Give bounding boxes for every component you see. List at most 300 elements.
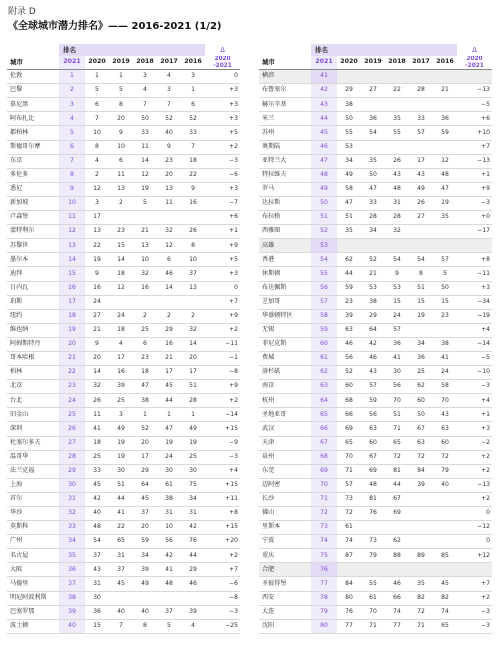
city-name: 都柏林 bbox=[7, 126, 59, 140]
rank-cell: 16 bbox=[157, 337, 181, 351]
rank-2021: 17 bbox=[59, 295, 85, 309]
rank-cell: 30 bbox=[181, 464, 205, 478]
rank-cell: 40 bbox=[109, 605, 133, 619]
rank-cell: 4 bbox=[109, 337, 133, 351]
rank-change: −11 bbox=[205, 337, 240, 351]
rank-change: −3 bbox=[205, 605, 240, 619]
rank-cell: 39 bbox=[133, 563, 157, 577]
rank-cell: 89 bbox=[409, 549, 433, 563]
city-name: 马德里 bbox=[7, 577, 59, 591]
rank-cell: 69 bbox=[385, 507, 409, 521]
rank-cell bbox=[433, 140, 457, 154]
table-row bbox=[7, 323, 240, 337]
rank-cell: 44 bbox=[385, 478, 409, 492]
table-row bbox=[259, 394, 492, 408]
rank-2021: 18 bbox=[59, 309, 85, 323]
table-row bbox=[259, 323, 492, 337]
table-row bbox=[7, 464, 240, 478]
city-name: 罗马 bbox=[259, 182, 311, 196]
rank-change: +3 bbox=[205, 112, 240, 126]
rank-cell: 27 bbox=[361, 84, 385, 98]
rank-2021: 11 bbox=[59, 211, 85, 225]
rank-change: +11 bbox=[205, 492, 240, 506]
city-name: 新加坡 bbox=[7, 196, 59, 210]
column-header-delta bbox=[205, 56, 240, 70]
rank-cell: 39 bbox=[109, 380, 133, 394]
header-spacer bbox=[7, 44, 59, 56]
rank-2021: 4 bbox=[59, 112, 85, 126]
rank-cell: 14 bbox=[157, 281, 181, 295]
rank-2021: 67 bbox=[311, 436, 337, 450]
table-row bbox=[259, 112, 492, 126]
city-name: 长沙 bbox=[259, 492, 311, 506]
city-name: 菲尼克斯 bbox=[259, 337, 311, 351]
rank-cell: 43 bbox=[85, 563, 109, 577]
rank-cell: 68 bbox=[337, 394, 361, 408]
table-row bbox=[7, 591, 240, 605]
rank-change: −13 bbox=[457, 478, 492, 492]
rank-cell: 25 bbox=[133, 323, 157, 337]
rank-cell: 41 bbox=[157, 563, 181, 577]
table-row bbox=[7, 295, 240, 309]
city-name: 宁波 bbox=[259, 535, 311, 549]
rank-cell: 34 bbox=[133, 549, 157, 563]
rank-cell: 10 bbox=[157, 521, 181, 535]
rank-cell: 8 bbox=[409, 267, 433, 281]
rank-cell: 16 bbox=[181, 196, 205, 210]
city-name: 上海 bbox=[7, 478, 59, 492]
rank-cell: 33 bbox=[85, 464, 109, 478]
rank-cell: 56 bbox=[157, 535, 181, 549]
rank-cell: 54 bbox=[361, 126, 385, 140]
rank-change: −3 bbox=[205, 154, 240, 168]
rank-cell: 53 bbox=[385, 281, 409, 295]
rank-change: +0 bbox=[457, 211, 492, 225]
rank-cell: 57 bbox=[337, 478, 361, 492]
rank-cell: 46 bbox=[337, 337, 361, 351]
rank-change: +2 bbox=[457, 450, 492, 464]
rank-cell: 72 bbox=[385, 450, 409, 464]
rank-2021: 75 bbox=[311, 549, 337, 563]
rank-cell bbox=[337, 563, 361, 577]
rank-cell: 74 bbox=[337, 535, 361, 549]
rank-cell: 42 bbox=[361, 337, 385, 351]
rank-cell: 2 bbox=[85, 168, 109, 182]
city-name: 名古屋 bbox=[7, 549, 59, 563]
rank-cell: 69 bbox=[337, 422, 361, 436]
table-row bbox=[7, 225, 240, 239]
rank-change: +7 bbox=[205, 563, 240, 577]
column-header-year: 2017 bbox=[409, 56, 433, 70]
rank-cell: 2 bbox=[181, 309, 205, 323]
rank-cell: 9 bbox=[181, 182, 205, 196]
rank-cell: 35 bbox=[385, 112, 409, 126]
rank-change: +1 bbox=[205, 225, 240, 239]
rank-cell: 56 bbox=[337, 351, 361, 365]
rank-cell: 60 bbox=[433, 436, 457, 450]
table-row bbox=[7, 126, 240, 140]
delta-header-line: 2020 bbox=[214, 56, 231, 63]
rank-cell: 10 bbox=[85, 126, 109, 140]
rank-2021: 24 bbox=[59, 394, 85, 408]
rank-cell: 58 bbox=[433, 380, 457, 394]
table-row bbox=[259, 351, 492, 365]
rank-change: +2 bbox=[457, 591, 492, 605]
table-row bbox=[259, 182, 492, 196]
rank-cell: 60 bbox=[361, 436, 385, 450]
rank-cell: 37 bbox=[181, 267, 205, 281]
table-row bbox=[259, 577, 492, 591]
rank-change: −9 bbox=[205, 436, 240, 450]
table-row bbox=[7, 605, 240, 619]
rank-change: +7 bbox=[457, 577, 492, 591]
rank-cell bbox=[361, 239, 385, 253]
rank-cell: 24 bbox=[157, 450, 181, 464]
rank-2021: 46 bbox=[311, 140, 337, 154]
rank-cell: 7 bbox=[85, 112, 109, 126]
rank-change: +2 bbox=[457, 492, 492, 506]
rank-cell: 41 bbox=[385, 351, 409, 365]
rank-2021: 13 bbox=[59, 239, 85, 253]
rank-cell: 4 bbox=[181, 619, 205, 633]
rank-2021: 71 bbox=[311, 492, 337, 506]
rank-cell: 72 bbox=[337, 507, 361, 521]
rank-change: +2 bbox=[205, 140, 240, 154]
column-header-row bbox=[7, 56, 240, 70]
rank-cell: 87 bbox=[337, 549, 361, 563]
rank-cell bbox=[337, 239, 361, 253]
rank-cell: 36 bbox=[85, 605, 109, 619]
city-name: 墨尔本 bbox=[7, 253, 59, 267]
rank-cell: 79 bbox=[433, 464, 457, 478]
rank-change: −8 bbox=[205, 591, 240, 605]
rank-cell: 8 bbox=[85, 140, 109, 154]
rank-cell: 9 bbox=[85, 267, 109, 281]
rank-cell: 48 bbox=[85, 521, 109, 535]
rank-change: +3 bbox=[205, 182, 240, 196]
rank-cell bbox=[409, 239, 433, 253]
rank-cell: 7 bbox=[133, 98, 157, 112]
rank-cell: 25 bbox=[85, 450, 109, 464]
city-name: 卢森堡 bbox=[7, 211, 59, 225]
rank-cell: 71 bbox=[385, 422, 409, 436]
rank-cell bbox=[181, 295, 205, 309]
city-name: 圣彼得堡 bbox=[259, 577, 311, 591]
rank-cell: 51 bbox=[181, 380, 205, 394]
city-name: 旧金山 bbox=[7, 408, 59, 422]
table-row bbox=[259, 267, 492, 281]
table-row bbox=[259, 436, 492, 450]
table-row bbox=[7, 535, 240, 549]
rank-change: −10 bbox=[457, 366, 492, 380]
rank-cell bbox=[361, 521, 385, 535]
rank-change: −14 bbox=[205, 408, 240, 422]
rank-2021: 69 bbox=[311, 464, 337, 478]
rank-cell bbox=[361, 140, 385, 154]
table-row bbox=[7, 281, 240, 295]
rank-cell: 28 bbox=[409, 84, 433, 98]
rank-group-header bbox=[7, 44, 240, 56]
rank-cell: 22 bbox=[181, 168, 205, 182]
rank-cell: 1 bbox=[181, 408, 205, 422]
rank-cell: 38 bbox=[361, 295, 385, 309]
table-row bbox=[259, 225, 492, 239]
rank-cell: 4 bbox=[157, 70, 181, 84]
rank-cell: 57 bbox=[361, 380, 385, 394]
city-name: 休斯顿 bbox=[259, 267, 311, 281]
rank-cell: 33 bbox=[361, 196, 385, 210]
rank-2021: 9 bbox=[59, 182, 85, 196]
rank-cell: 33 bbox=[133, 126, 157, 140]
table-row bbox=[7, 549, 240, 563]
rank-change: 0 bbox=[205, 70, 240, 84]
rank-cell bbox=[433, 225, 457, 239]
rank-cell: 70 bbox=[385, 394, 409, 408]
rank-cell: 26 bbox=[409, 196, 433, 210]
rank-cell: 32 bbox=[181, 323, 205, 337]
city-name: 高雄 bbox=[259, 239, 311, 253]
rank-cell: 9 bbox=[85, 337, 109, 351]
rank-cell: 3 bbox=[181, 70, 205, 84]
table-row bbox=[7, 112, 240, 126]
rank-cell: 82 bbox=[409, 591, 433, 605]
rank-2021: 50 bbox=[311, 196, 337, 210]
rank-cell: 17 bbox=[133, 450, 157, 464]
rank-cell: 8 bbox=[109, 98, 133, 112]
rank-cell bbox=[337, 70, 361, 84]
page-title: 《全球城市潜力排名》—— 2016-2021 (1/2) bbox=[8, 21, 222, 32]
rank-2021: 57 bbox=[311, 295, 337, 309]
ranking-table-left bbox=[7, 44, 240, 634]
rank-cell bbox=[361, 98, 385, 112]
rank-2021: 65 bbox=[311, 408, 337, 422]
rank-change: −25 bbox=[205, 619, 240, 633]
rank-cell bbox=[409, 140, 433, 154]
table-row bbox=[259, 507, 492, 521]
rank-cell: 46 bbox=[157, 267, 181, 281]
rank-2021: 37 bbox=[59, 577, 85, 591]
rank-cell: 19 bbox=[181, 436, 205, 450]
rank-cell: 35 bbox=[433, 211, 457, 225]
rank-cell: 34 bbox=[337, 154, 361, 168]
rank-cell: 31 bbox=[385, 196, 409, 210]
table-row bbox=[7, 84, 240, 98]
rank-cell bbox=[433, 239, 457, 253]
rank-2021: 29 bbox=[59, 464, 85, 478]
rank-cell: 85 bbox=[433, 549, 457, 563]
rank-cell: 23 bbox=[433, 309, 457, 323]
table-row bbox=[7, 366, 240, 380]
rank-cell: 42 bbox=[85, 492, 109, 506]
table-row bbox=[7, 563, 240, 577]
table-row bbox=[259, 337, 492, 351]
column-header-city: 城市 bbox=[7, 56, 59, 70]
rank-cell: 8 bbox=[181, 239, 205, 253]
rank-2021: 38 bbox=[59, 591, 85, 605]
rank-cell bbox=[109, 295, 133, 309]
rank-cell: 71 bbox=[337, 464, 361, 478]
rank-2021: 66 bbox=[311, 422, 337, 436]
city-name: 纽约 bbox=[7, 309, 59, 323]
city-name: 东莞 bbox=[259, 464, 311, 478]
rank-group-label: 排名 bbox=[59, 44, 205, 56]
rank-change: −19 bbox=[457, 309, 492, 323]
rank-change: −5 bbox=[457, 98, 492, 112]
table-row bbox=[7, 478, 240, 492]
table-row bbox=[7, 380, 240, 394]
rank-2021: 26 bbox=[59, 422, 85, 436]
rank-cell: 54 bbox=[409, 253, 433, 267]
table-row bbox=[259, 196, 492, 210]
rank-change: +3 bbox=[205, 84, 240, 98]
column-header-year: 2017 bbox=[157, 56, 181, 70]
rank-change: −3 bbox=[205, 450, 240, 464]
rank-cell bbox=[181, 211, 205, 225]
city-name: 台北 bbox=[7, 394, 59, 408]
rank-cell: 30 bbox=[85, 591, 109, 605]
rank-cell: 61 bbox=[361, 591, 385, 605]
rank-cell: 5 bbox=[157, 619, 181, 633]
rank-2021: 7 bbox=[59, 154, 85, 168]
rank-cell: 63 bbox=[361, 422, 385, 436]
city-name: 里斯本 bbox=[259, 521, 311, 535]
rank-2021: 16 bbox=[59, 281, 85, 295]
rank-cell: 31 bbox=[85, 577, 109, 591]
rank-change: +3 bbox=[205, 267, 240, 281]
rank-change bbox=[457, 70, 492, 84]
rank-2021: 1 bbox=[59, 70, 85, 84]
rank-cell: 17 bbox=[409, 154, 433, 168]
rank-cell: 55 bbox=[385, 126, 409, 140]
rank-cell: 4 bbox=[85, 154, 109, 168]
rank-2021: 51 bbox=[311, 211, 337, 225]
rank-cell: 48 bbox=[361, 478, 385, 492]
city-name: 法兰克福 bbox=[7, 464, 59, 478]
rank-cell: 77 bbox=[337, 619, 361, 633]
table-row bbox=[259, 478, 492, 492]
table-row bbox=[259, 281, 492, 295]
rank-2021: 53 bbox=[311, 239, 337, 253]
rank-2021: 6 bbox=[59, 140, 85, 154]
rank-2021: 45 bbox=[311, 126, 337, 140]
rank-cell: 34 bbox=[361, 225, 385, 239]
city-name: 迪拜 bbox=[7, 267, 59, 281]
rank-cell bbox=[133, 591, 157, 605]
rank-change: +4 bbox=[457, 394, 492, 408]
rank-2021: 63 bbox=[311, 380, 337, 394]
rank-cell: 15 bbox=[385, 295, 409, 309]
city-name: 奥斯陆 bbox=[259, 140, 311, 154]
table-row bbox=[259, 380, 492, 394]
rank-2021: 73 bbox=[311, 521, 337, 535]
rank-cell: 23 bbox=[109, 225, 133, 239]
rank-change: −8 bbox=[205, 366, 240, 380]
column-header-delta bbox=[457, 56, 492, 70]
rank-cell: 76 bbox=[337, 605, 361, 619]
city-name: 南京 bbox=[259, 380, 311, 394]
rank-cell: 1 bbox=[157, 408, 181, 422]
rank-cell: 23 bbox=[157, 154, 181, 168]
rank-cell: 6 bbox=[109, 154, 133, 168]
rank-cell: 66 bbox=[337, 408, 361, 422]
rank-2021: 33 bbox=[59, 521, 85, 535]
rank-cell bbox=[409, 323, 433, 337]
column-header-row bbox=[259, 56, 492, 70]
city-name: 华沙 bbox=[7, 507, 59, 521]
rank-cell: 35 bbox=[409, 577, 433, 591]
rank-cell: 42 bbox=[181, 521, 205, 535]
city-name: 珀斯 bbox=[7, 295, 59, 309]
rank-2021: 58 bbox=[311, 309, 337, 323]
rank-cell: 10 bbox=[133, 253, 157, 267]
rank-cell: 40 bbox=[85, 507, 109, 521]
rank-cell bbox=[409, 563, 433, 577]
rank-cell: 41 bbox=[109, 507, 133, 521]
city-name: 泉州 bbox=[259, 450, 311, 464]
city-name: 布达佩斯 bbox=[259, 281, 311, 295]
rank-cell: 12 bbox=[133, 168, 157, 182]
rank-cell: 32 bbox=[133, 267, 157, 281]
rank-change: −17 bbox=[457, 225, 492, 239]
delta-symbol: Δ bbox=[472, 45, 477, 54]
rank-change: −6 bbox=[205, 168, 240, 182]
rank-2021: 54 bbox=[311, 253, 337, 267]
rank-cell: 7 bbox=[109, 619, 133, 633]
city-name: 赫尔辛基 bbox=[259, 98, 311, 112]
rank-2021: 55 bbox=[311, 267, 337, 281]
city-name: 圣地亚哥 bbox=[259, 408, 311, 422]
rank-cell: 18 bbox=[133, 366, 157, 380]
table-row bbox=[259, 535, 492, 549]
rank-cell: 6 bbox=[181, 98, 205, 112]
rank-cell: 19 bbox=[109, 450, 133, 464]
rank-cell bbox=[385, 140, 409, 154]
rank-cell: 61 bbox=[157, 478, 181, 492]
rank-cell: 49 bbox=[409, 182, 433, 196]
table-row bbox=[7, 154, 240, 168]
rank-cell bbox=[409, 535, 433, 549]
city-name: 莫斯科 bbox=[7, 521, 59, 535]
rank-change: −5 bbox=[457, 351, 492, 365]
rank-cell: 72 bbox=[433, 450, 457, 464]
city-name: 多伦多 bbox=[7, 168, 59, 182]
rank-cell: 17 bbox=[157, 366, 181, 380]
rank-cell: 46 bbox=[361, 351, 385, 365]
rank-cell: 26 bbox=[385, 154, 409, 168]
rank-cell bbox=[385, 521, 409, 535]
rank-change: +2 bbox=[205, 549, 240, 563]
rank-cell: 13 bbox=[181, 281, 205, 295]
rank-cell: 47 bbox=[433, 182, 457, 196]
rank-cell: 3 bbox=[157, 84, 181, 98]
city-name: 武汉 bbox=[259, 422, 311, 436]
rank-change: +8 bbox=[457, 253, 492, 267]
rank-change: +12 bbox=[457, 549, 492, 563]
rank-2021: 49 bbox=[311, 182, 337, 196]
rank-2021: 27 bbox=[59, 436, 85, 450]
rank-cell: 84 bbox=[409, 464, 433, 478]
rank-cell: 25 bbox=[109, 394, 133, 408]
rank-cell: 51 bbox=[337, 211, 361, 225]
city-name: 巴塞罗那 bbox=[7, 605, 59, 619]
table-row bbox=[259, 521, 492, 535]
rank-change: +4 bbox=[457, 323, 492, 337]
city-name: 斯德哥尔摩 bbox=[7, 140, 59, 154]
rank-change: +20 bbox=[205, 535, 240, 549]
rank-change: +3 bbox=[457, 422, 492, 436]
rank-cell: 21 bbox=[433, 84, 457, 98]
rank-cell: 29 bbox=[337, 84, 361, 98]
